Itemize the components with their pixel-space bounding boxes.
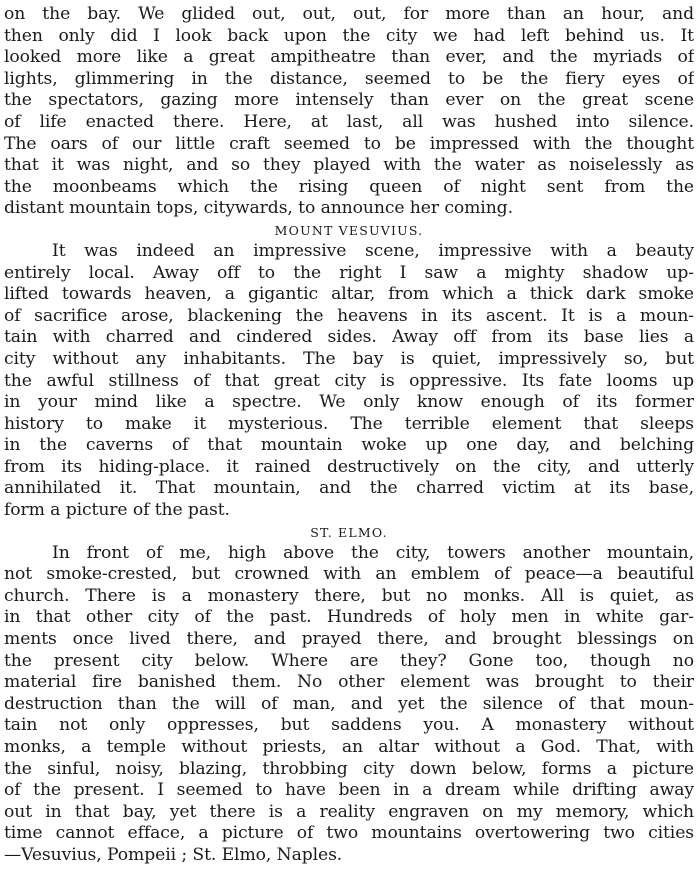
- text-line: church. There is a monastery there, but no monks. All is quiet, as: [4, 585, 694, 606]
- article-column: [4, 4, 694, 867]
- paragraph-st-elmo: [4, 543, 694, 867]
- text-line: distant mountain tops, citywards, to announce her coming.: [4, 198, 513, 219]
- text-line: tain not only oppresses, but saddens you. A monastery without: [4, 715, 694, 736]
- text-line: the sinful, noisy, blazing, throbbing city down below, forms a picture: [4, 758, 694, 779]
- text-line: the spectators, gazing more intensely than ever on the great scene: [4, 90, 694, 111]
- text-line: then only did I look back upon the city we had left behind us. It: [4, 25, 694, 46]
- text-line: that it was night, and so they played with the water as noiselessly as: [4, 155, 694, 176]
- text-line: of life enacted there. Here, at last, all was hushed into silence.: [4, 111, 694, 132]
- text-line: history to make it mysterious. The terrible element that sleeps: [4, 413, 694, 434]
- text-line: lights, glimmering in the distance, seemed to be the fiery eyes of: [4, 68, 694, 89]
- text-line: on the bay. We glided out, out, out, for more than an hour, and: [4, 4, 694, 24]
- text-line: the moonbeams which the rising queen of night sent from the: [4, 176, 694, 197]
- text-line: entirely local. Away off to the right I saw a mighty shadow up-: [4, 262, 694, 283]
- paragraph-bay: [4, 4, 694, 220]
- text-line: time cannot efface, a picture of two mountains overtowering two cities: [4, 823, 694, 844]
- text-line: —Vesuvius, Pompeii ; St. Elmo, Naples.: [4, 844, 343, 865]
- text-line: city without any inhabitants. The bay is quiet, impressively so, but: [4, 348, 694, 369]
- paragraph-vesuvius: [4, 241, 694, 522]
- text-line: The oars of our little craft seemed to be impressed with the thought: [4, 133, 694, 154]
- text-line: of the present. I seemed to have been in a dream while drifting away: [4, 780, 694, 801]
- section-heading-mount-vesuvius: MOUNT VESUVIUS.: [274, 222, 424, 238]
- text-line: ments once lived there, and prayed there, and brought blessings on: [4, 629, 694, 650]
- section-heading-st-elmo: ST. ELMO.: [310, 524, 388, 540]
- text-line: material fire banished them. No other element was brought to their: [4, 672, 694, 693]
- text-line: of sacrifice arose, blackening the heavens in its ascent. It is a moun-: [4, 305, 694, 326]
- text-line: looked more like a great ampitheatre than ever, and the myriads of: [4, 47, 694, 68]
- text-line: tain with charred and cindered sides. Away off from its base lies a: [4, 327, 694, 348]
- text-line: In front of me, high above the city, towers another mountain,: [52, 542, 694, 563]
- text-line: form a picture of the past.: [4, 500, 230, 521]
- text-line: monks, a temple without priests, an altar without a God. That, with: [4, 737, 694, 757]
- text-line: the present city below. Where are they? Gone too, though no: [4, 650, 694, 671]
- text-line: in your mind like a spectre. We only know enough of its former: [4, 392, 694, 413]
- text-line: in that other city of the past. Hundreds of holy men in white gar-: [4, 607, 694, 628]
- text-line: not smoke-crested, but crowned with an emblem of peace—a beautiful: [4, 564, 694, 585]
- text-line: the awful stillness of that great city is oppressive. Its fate looms up: [4, 370, 694, 391]
- text-line: in the caverns of that mountain woke up one day, and belching: [4, 435, 694, 456]
- text-line: annihilated it. That mountain, and the charred victim at its base,: [4, 478, 694, 499]
- text-line: out in that bay, yet there is a reality engraven on my memory, which: [4, 801, 694, 822]
- text-line: destruction than the will of man, and yet the silence of that moun-: [4, 693, 694, 714]
- text-line: It was indeed an impressive scene, impressive with a beauty: [52, 240, 694, 261]
- text-line: lifted towards heaven, a gigantic altar, from which a thick dark smoke: [4, 284, 694, 305]
- text-line: from its hiding-place. it rained destructively on the city, and utterly: [4, 456, 694, 477]
